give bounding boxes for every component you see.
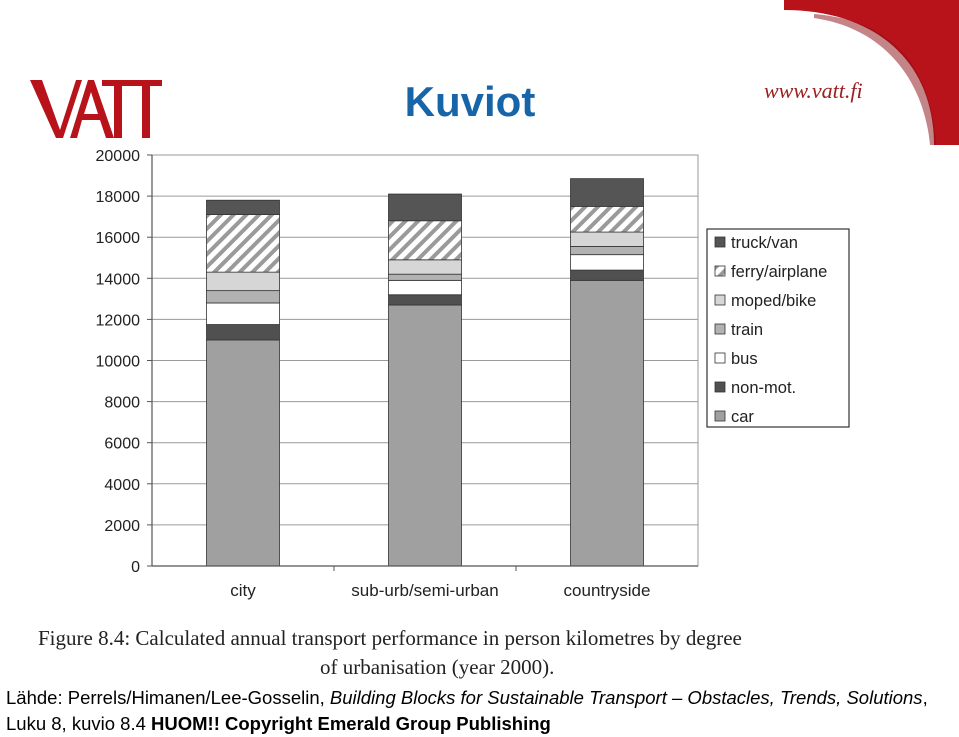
- y-tick-label: 2000: [104, 517, 140, 535]
- bar-segment-train: [207, 291, 280, 303]
- source-book-title: Building Blocks for Sustainable Transport – Obstacles, Trends, Solutions: [329, 687, 923, 708]
- legend-label: non-mot.: [731, 379, 797, 397]
- bar-segment-truck-van: [389, 194, 462, 221]
- bar-segment-bus: [207, 303, 280, 325]
- bar-segment-train: [389, 274, 462, 280]
- y-tick-label: 8000: [104, 394, 140, 412]
- bar-segment-moped-bike: [571, 232, 644, 246]
- y-tick-label: 16000: [95, 230, 140, 248]
- copyright-note: HUOM!! Copyright Emerald Group Publishing: [151, 713, 551, 734]
- bar-segment-ferry-airplane: [389, 221, 462, 260]
- y-tick-label: 20000: [95, 148, 140, 165]
- stacked-bar-chart: [0, 140, 959, 620]
- y-tick-label: 4000: [104, 476, 140, 494]
- y-tick-label: 14000: [95, 271, 140, 289]
- legend-label: bus: [731, 350, 758, 368]
- legend-swatch: [715, 266, 725, 276]
- y-tick-label: 0: [131, 559, 140, 576]
- legend-label: truck/van: [731, 234, 798, 252]
- bar-segment-bus: [571, 255, 644, 270]
- bar-segment-non-mot-: [389, 295, 462, 305]
- source-suffix: , Luku 8, kuvio 8.4: [6, 687, 928, 734]
- bar-segment-moped-bike: [207, 272, 280, 290]
- legend-box: [707, 229, 849, 427]
- bar-segment-ferry-airplane: [207, 215, 280, 273]
- caption-line-2: of urbanisation (year 2000).: [320, 655, 555, 679]
- y-tick-label: 12000: [95, 312, 140, 330]
- bar-segment-car: [571, 280, 644, 566]
- caption-line-1: Figure 8.4: Calculated annual transport performance in person kilometres by degree: [38, 626, 742, 650]
- y-tick-label: 6000: [104, 435, 140, 453]
- legend-label: moped/bike: [731, 292, 817, 310]
- source-prefix: Lähde: Perrels/Himanen/Lee-Gosselin,: [6, 687, 330, 708]
- bar-segment-non-mot-: [207, 325, 280, 340]
- legend-label: train: [731, 321, 764, 339]
- figure-caption: [38, 624, 918, 682]
- bar-segment-car: [389, 305, 462, 566]
- legend-swatch: [715, 295, 725, 305]
- bar-segment-bus: [389, 280, 462, 294]
- legend-swatch: [715, 353, 725, 363]
- vatt-logo: [30, 78, 165, 140]
- x-tick-label: city: [230, 581, 256, 600]
- bar-segment-non-mot-: [571, 270, 644, 280]
- y-tick-label: 10000: [95, 353, 140, 371]
- corner-decoration: [784, 0, 959, 145]
- legend-swatch: [715, 324, 725, 334]
- x-tick-label: countryside: [563, 581, 651, 600]
- legend-label: ferry/airplane: [731, 263, 828, 281]
- legend-label: car: [731, 408, 754, 426]
- bar-segment-train: [571, 246, 644, 254]
- legend-swatch: [715, 382, 725, 392]
- page-title: Kuviot: [404, 78, 536, 125]
- legend-swatch: [715, 237, 725, 247]
- bar-segment-moped-bike: [389, 260, 462, 274]
- bar-segment-car: [207, 340, 280, 566]
- y-tick-label: 18000: [95, 189, 140, 207]
- legend-swatch: [715, 411, 725, 421]
- bar-segment-ferry-airplane: [571, 206, 644, 232]
- website-url: www.vatt.fi: [764, 78, 863, 103]
- x-tick-label: sub-urb/semi-urban: [351, 581, 499, 600]
- bar-segment-truck-van: [571, 179, 644, 207]
- source-citation: [6, 685, 956, 737]
- bar-segment-truck-van: [207, 200, 280, 214]
